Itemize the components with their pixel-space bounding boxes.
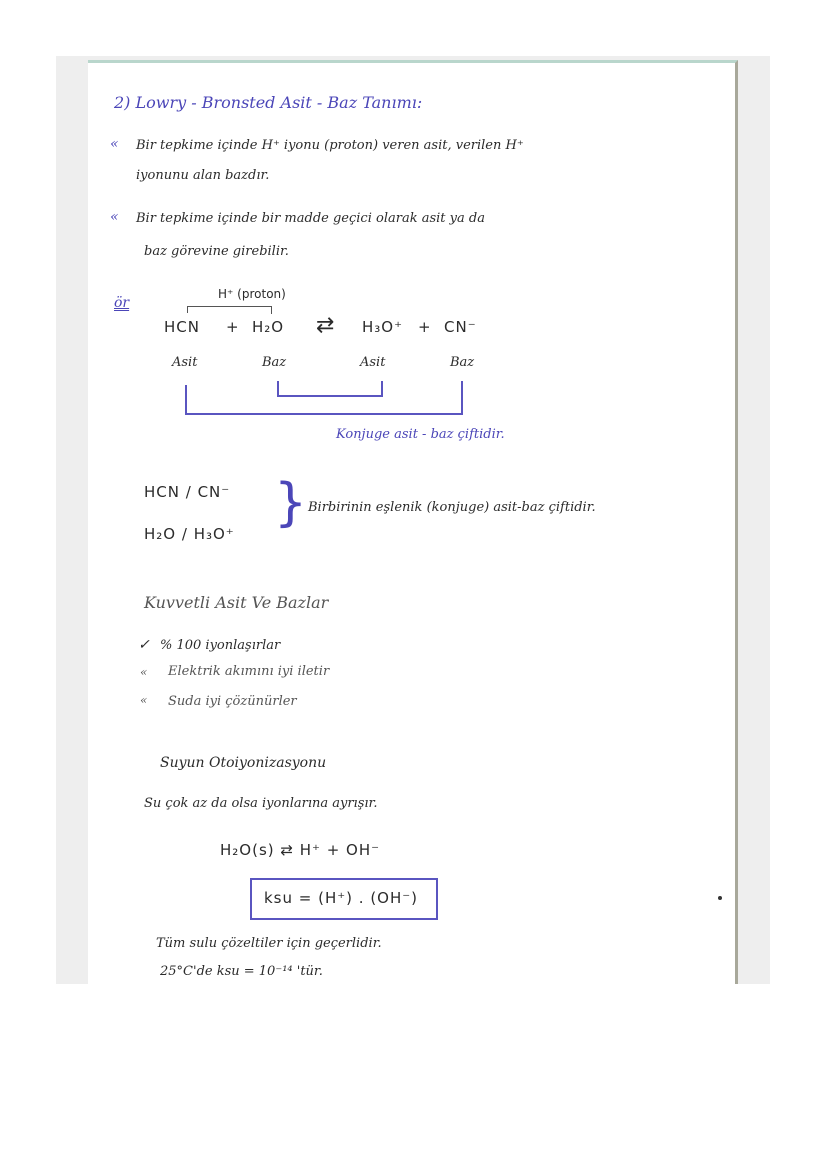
water-section-title: Suyun Otoiyonizasyonu (160, 755, 327, 771)
page-mark (718, 896, 722, 900)
conjugate-bracket (185, 413, 463, 415)
water-equation: H₂O(s) ⇄ H⁺ + OH⁻ (220, 841, 381, 859)
conjugate-bracket (461, 381, 463, 415)
conjugate-bracket (277, 395, 383, 397)
bullet-icon: ✓ (138, 637, 150, 653)
strong-section-title: Kuvvetli Asit Ve Bazlar (144, 593, 329, 612)
water-intro: Su çok az da olsa iyonlarına ayrışır. (144, 796, 378, 811)
bullet-icon: « (110, 209, 119, 225)
role-label: Baz (450, 355, 475, 370)
section-heading: 2) Lowry - Bronsted Asit - Baz Tanımı: (114, 93, 423, 112)
valid-note: Tüm sulu çözeltiler için geçerlidir. (156, 936, 382, 951)
pairs-note: Birbirinin eşlenik (konjuge) asit-baz çiftidir. (308, 500, 596, 515)
conjugate-bracket (381, 381, 383, 397)
strong-item: Suda iyi çözünürler (168, 694, 297, 709)
conjugate-bracket (185, 385, 187, 415)
reactant-water: H₂O (252, 318, 285, 336)
product-cyanide: CN⁻ (444, 318, 477, 336)
proton-arrow-line (187, 306, 271, 307)
notebook-page (88, 60, 738, 984)
strong-item: Elektrik akımını iyi iletir (168, 664, 330, 679)
example-label: ör (114, 295, 130, 311)
plus-sign: + (418, 318, 432, 336)
reactant-hcn: HCN (164, 318, 200, 336)
definition-line: Bir tepkime içinde H⁺ iyonu (proton) veren asit, verilen H⁺ (136, 138, 524, 153)
strong-item: % 100 iyonlaşırlar (160, 638, 281, 653)
definition-line: Bir tepkime içinde bir madde geçici olarak asit ya da (136, 211, 485, 226)
definition-line: baz görevine girebilir. (144, 244, 289, 259)
pair-water-hydronium: H₂O / H₃O⁺ (144, 525, 235, 543)
pair-hcn-cn: HCN / CN⁻ (144, 483, 231, 501)
product-hydronium: H₃O⁺ (362, 318, 404, 336)
conjugate-note: Konjuge asit - baz çiftidir. (336, 427, 505, 442)
proton-arrow-line (187, 306, 188, 313)
bullet-icon: « (140, 665, 148, 679)
role-label: Baz (262, 355, 287, 370)
definition-line: iyonunu alan bazdır. (136, 168, 270, 183)
ksu-formula: ksu = (H⁺) . (OH⁻) (264, 889, 419, 907)
proton-arrow-line (271, 306, 272, 314)
brace-icon: } (274, 473, 308, 533)
plus-sign: + (226, 318, 240, 336)
proton-label: H⁺ (proton) (218, 287, 286, 301)
ksu-25c-note: 25°C'de ksu = 10⁻¹⁴ 'tür. (160, 964, 323, 979)
bullet-icon: « (110, 136, 119, 152)
role-label: Asit (172, 355, 198, 370)
bullet-icon: « (140, 693, 148, 707)
equilibrium-arrow-icon: ⇄ (316, 313, 336, 338)
role-label: Asit (360, 355, 386, 370)
